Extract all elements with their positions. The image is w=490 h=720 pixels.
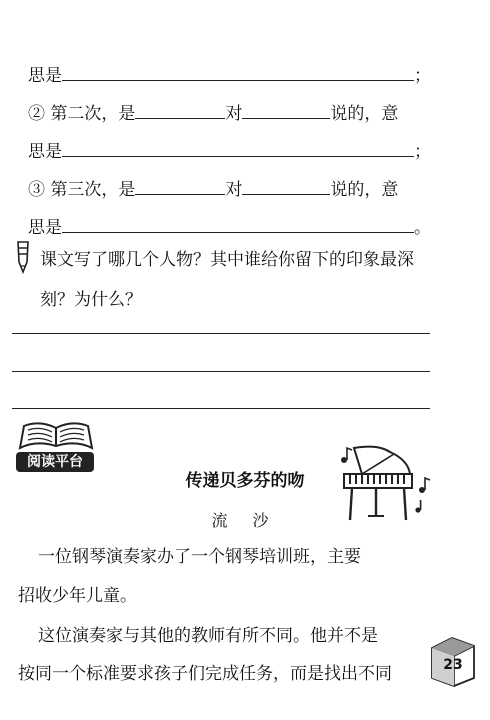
line-end: 说的，意: [330, 104, 399, 124]
answer-line-2: [28, 100, 398, 126]
answer-rule[interactable]: [12, 408, 430, 409]
line-prefix: 思是: [28, 66, 62, 86]
line-prefix: ② 第二次，是: [28, 104, 136, 124]
paragraph-line: 招收少年儿童。: [18, 586, 137, 606]
answer-rule[interactable]: [12, 333, 430, 334]
answer-line-1: [28, 62, 431, 88]
answer-rule[interactable]: [12, 371, 430, 372]
paragraph-line: 这位演奏家与其他的教师有所不同。他并不是: [38, 626, 378, 646]
fill-blank[interactable]: [135, 100, 225, 119]
article-author: 流 沙: [211, 511, 279, 530]
fill-blank[interactable]: [242, 100, 330, 119]
paragraph-line: 一位钢琴演奏家办了一个钢琴培训班，主要: [38, 547, 361, 567]
line-prefix: 思是: [28, 142, 62, 162]
pen-icon: [12, 240, 34, 274]
line-end: ；: [414, 142, 431, 162]
answer-line-4: [28, 176, 398, 202]
article-title: 传递贝多芬的吻: [185, 471, 305, 491]
answer-line-5: [28, 214, 431, 240]
reading-section-badge: 阅读平台: [16, 452, 94, 472]
open-book-icon: [16, 418, 96, 454]
line-end: 。: [414, 218, 431, 238]
fill-blank[interactable]: [62, 62, 414, 81]
fill-blank[interactable]: [135, 176, 225, 195]
paragraph-line: 按同一个标准要求孩子们完成任务，而是找出不同: [18, 664, 392, 684]
fill-blank[interactable]: [62, 138, 414, 157]
question-line-2: 刻？为什么？: [40, 290, 142, 310]
page-number: 23: [443, 657, 463, 673]
line-mid: 对: [225, 104, 243, 124]
line-mid: 对: [225, 180, 243, 200]
fill-blank[interactable]: [62, 214, 414, 233]
question-line-1: 课文写了哪几个人物？其中谁给你留下的印象最深: [40, 250, 414, 270]
fill-blank[interactable]: [242, 176, 330, 195]
line-prefix: 思是: [28, 218, 62, 238]
answer-line-3: [28, 138, 431, 164]
line-end: 说的，意: [330, 180, 399, 200]
piano-icon: [338, 440, 434, 528]
line-end: ；: [414, 66, 431, 86]
line-prefix: ③ 第三次，是: [28, 180, 136, 200]
